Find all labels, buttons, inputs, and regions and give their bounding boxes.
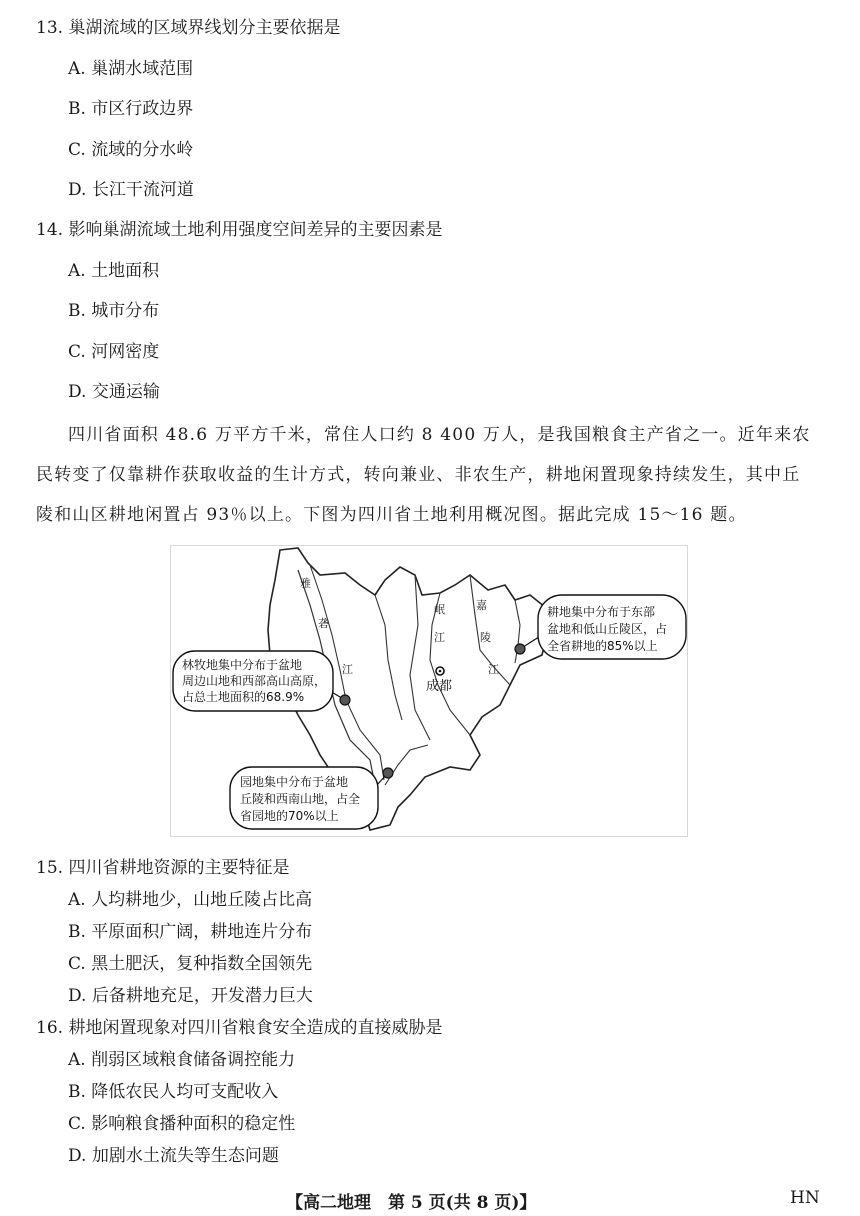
question-14-option-a: A. 土地面积 bbox=[68, 261, 160, 281]
question-15-option-a: A. 人均耕地少，山地丘陵占比高 bbox=[68, 890, 313, 910]
passage-line-3: 陵和山区耕地闲置占 93％以上。下图为四川省土地利用概况图。据此完成 15～16 题。 bbox=[36, 505, 747, 525]
question-14-option-b: B. 城市分布 bbox=[68, 301, 160, 321]
river-label-yalong-2: 砻 bbox=[318, 617, 329, 630]
callout-farmland-line-1: 耕地集中分布于东部 bbox=[547, 605, 656, 619]
callout-forest-line-2: 周边山地和西部高山高原， bbox=[182, 674, 327, 688]
question-14-option-d: D. 交通运输 bbox=[68, 382, 160, 402]
question-13-option-a: A. 巢湖水域范围 bbox=[68, 59, 194, 79]
question-15-option-c: C. 黑土肥沃，复种指数全国领先 bbox=[68, 954, 313, 974]
question-16-option-d: D. 加剧水土流失等生态问题 bbox=[68, 1146, 279, 1166]
callout-garden-line-2: 丘陵和西南山地，占全 bbox=[240, 792, 361, 806]
callout-garden-line-1: 园地集中分布于盆地 bbox=[240, 775, 349, 789]
question-16-option-c: C. 影响粮食播种面积的稳定性 bbox=[68, 1114, 296, 1134]
callout-forest-line-1: 林牧地集中分布于盆地 bbox=[182, 658, 303, 672]
city-label-chengdu: 成都 bbox=[426, 679, 453, 694]
question-14-option-c: C. 河网密度 bbox=[68, 342, 160, 362]
question-14-stem: 14. 影响巢湖流域土地利用强度空间差异的主要因素是 bbox=[36, 220, 443, 240]
question-13-option-d: D. 长江干流河道 bbox=[68, 180, 194, 200]
question-16-option-b: B. 降低农民人均可支配收入 bbox=[68, 1082, 279, 1102]
passage-line-1: 四川省面积 48.6 万平方千米，常住人口约 8 400 万人，是我国粮食主产省之一。近年来农 bbox=[68, 425, 811, 445]
river-label-min-2: 江 bbox=[434, 631, 445, 644]
page-footer: 【高二地理 第 5 页(共 8 页)】 bbox=[286, 1193, 537, 1213]
passage-line-2: 民转变了仅靠耕作获取收益的生计方式，转向兼业、非农生产，耕地闲置现象持续发生，其中丘 bbox=[36, 465, 801, 485]
question-16-option-a: A. 削弱区域粮食储备调控能力 bbox=[68, 1050, 296, 1070]
river-label-jialing-1: 嘉 bbox=[476, 599, 487, 612]
garden-marker bbox=[383, 768, 393, 778]
river-label-yalong-1: 雅 bbox=[300, 577, 311, 590]
farmland-marker bbox=[515, 644, 525, 654]
callout-garden-line-3: 省园地的70%以上 bbox=[240, 809, 339, 823]
callout-forest-line-3: 占总土地面积的68.9% bbox=[182, 690, 305, 704]
question-13-stem: 13. 巢湖流域的区域界线划分主要依据是 bbox=[36, 18, 341, 38]
sichuan-land-use-map bbox=[170, 545, 688, 837]
question-16-stem: 16. 耕地闲置现象对四川省粮食安全造成的直接威胁是 bbox=[36, 1018, 443, 1038]
question-13-option-c: C. 流域的分水岭 bbox=[68, 140, 194, 160]
question-15-option-d: D. 后备耕地充足，开发潜力巨大 bbox=[68, 986, 313, 1006]
forest-marker bbox=[340, 695, 350, 705]
question-15-stem: 15. 四川省耕地资源的主要特征是 bbox=[36, 858, 290, 878]
callout-farmland-line-2: 盆地和低山丘陵区，占 bbox=[547, 622, 668, 636]
question-13-option-b: B. 市区行政边界 bbox=[68, 99, 194, 119]
river-label-min-1: 岷 bbox=[434, 603, 445, 616]
question-15-option-b: B. 平原面积广阔，耕地连片分布 bbox=[68, 922, 313, 942]
callout-farmland-line-3: 全省耕地的85%以上 bbox=[547, 639, 658, 653]
river-label-jialing-3: 江 bbox=[488, 663, 499, 676]
river-label-yalong-3: 江 bbox=[342, 663, 353, 676]
river-label-jialing-2: 陵 bbox=[480, 631, 491, 644]
footer-region-code: HN bbox=[790, 1188, 820, 1208]
